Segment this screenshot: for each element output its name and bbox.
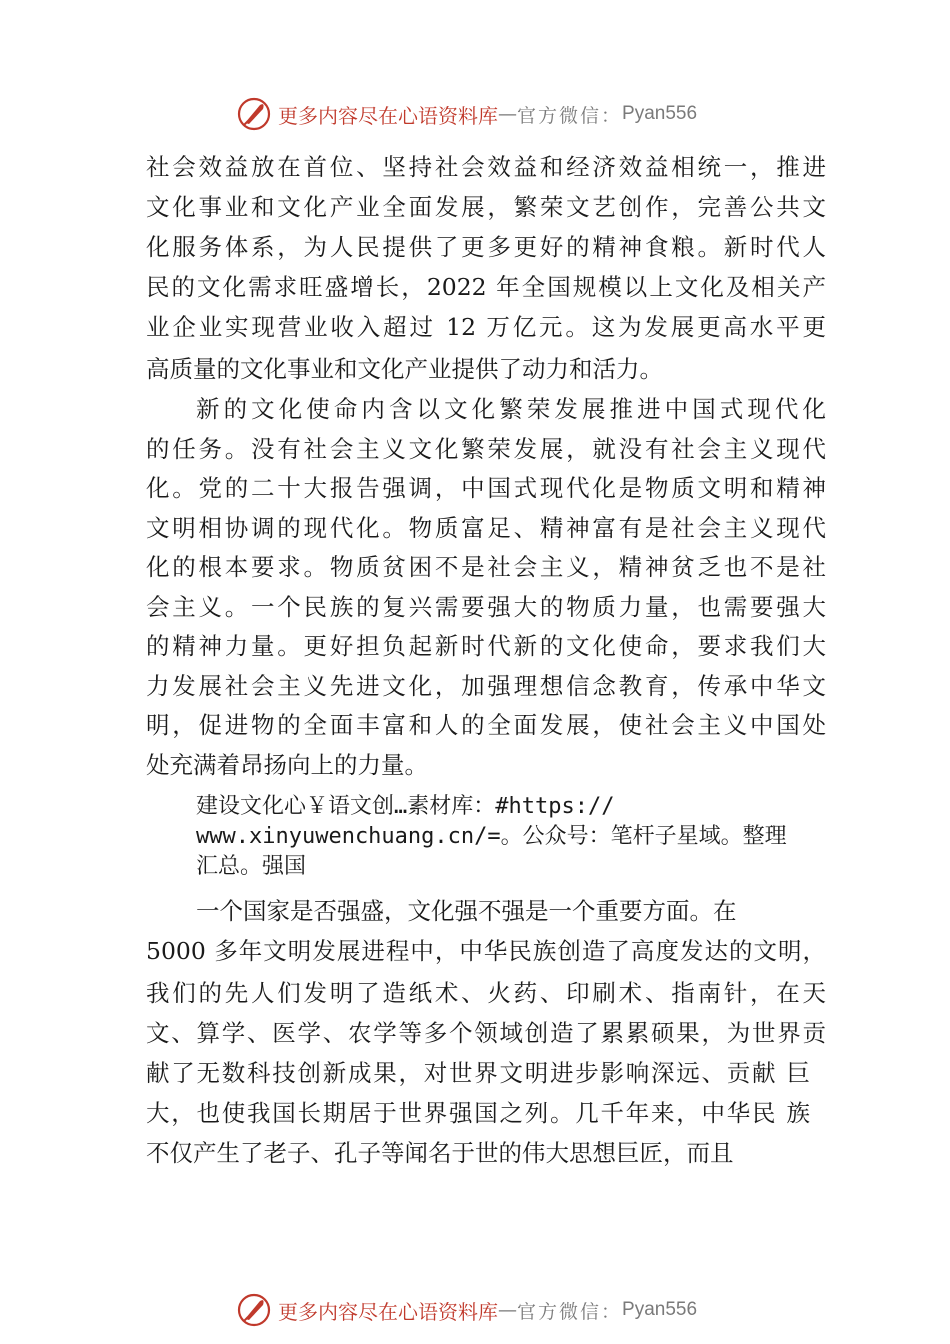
text-line: 的任务。没有社会主义文化繁荣发展，就没有社会主义现代 <box>146 435 826 463</box>
footer-banner <box>236 1292 697 1328</box>
text-line: 大，也使我国长期居于世界强国之列。几千年来，中华民 族 <box>146 1099 810 1127</box>
text-line: 处充满着昂扬向上的力量。 <box>146 751 428 779</box>
text-line: 的精神力量。更好担负起新时代新的文化使命，要求我们大 <box>146 632 826 660</box>
banner-dash: — <box>498 103 517 125</box>
text-line: 明，促进物的全面丰富和人的全面发展，使社会主义中国处 <box>146 711 826 739</box>
banner-wechat-id: Pyan556 <box>622 103 698 124</box>
text-line: 不仅产生了老子、孔子等闻名于世的伟大思想巨匠，而且 <box>146 1139 734 1167</box>
text-line: 一个国家是否强盛，文化强不强是一个重要方面。在 <box>196 897 737 925</box>
header-banner <box>236 96 697 132</box>
text-line: 化的根本要求。物质贫困不是社会主义，精神贫乏也不是社 <box>146 553 826 581</box>
text-line: 化服务体系，为人民提供了更多更好的精神食粮。新时代人 <box>146 233 826 261</box>
text-line: 文明相协调的现代化。物质富足、精神富有是社会主义现代 <box>146 514 826 542</box>
text-line: 5000 多年文明发展进程中，中华民族创造了高度发达的文明， <box>146 937 826 965</box>
text-line: 建设文化心￥语文创…素材库：#https:// <box>196 794 615 819</box>
banner-dash: — <box>498 1299 517 1321</box>
banner-wechat-label: 官方微信： <box>517 1300 623 1323</box>
banner-wechat-label: 官方微信： <box>517 104 623 127</box>
text-line: 化。党的二十大报告强调，中国式现代化是物质文明和精神 <box>146 474 826 502</box>
text-line: www.xinyuwenchuang.cn/=。公众号：笔杆子星域。整理 <box>196 824 787 849</box>
text-line: 业企业实现营业收入超过 12 万亿元。这为发展更高水平更 <box>146 313 826 341</box>
quill-logo-icon <box>236 1292 272 1328</box>
text-line: 会主义。一个民族的复兴需要强大的物质力量，也需要强大 <box>146 593 826 621</box>
banner-library-text: 更多内容尽在心语资料库 <box>278 103 498 128</box>
text-line: 高质量的文化事业和文化产业提供了动力和活力。 <box>146 355 663 383</box>
banner-wechat-id: Pyan556 <box>622 1299 698 1320</box>
quill-logo-icon <box>236 96 272 132</box>
text-line: 我们的先人们发明了造纸术、火药、印刷术、指南针，在天 <box>146 979 826 1007</box>
text-line: 新的文化使命内含以文化繁荣发展推进中国式现代化 <box>196 395 826 423</box>
text-line: 汇总。强国 <box>196 854 307 879</box>
text-line: 文、算学、医学、农学等多个领域创造了累累硕果，为世界贡 <box>146 1019 826 1047</box>
text-line: 献了无数科技创新成果，对世界文明进步影响深远、贡献 巨 <box>146 1059 810 1087</box>
text-line: 社会效益放在首位、坚持社会效益和经济效益相统一，推进 <box>146 153 826 181</box>
text-line: 力发展社会主义先进文化，加强理想信念教育，传承中华文 <box>146 672 826 700</box>
banner-library-text: 更多内容尽在心语资料库 <box>278 1299 498 1324</box>
text-line: 文化事业和文化产业全面发展，繁荣文艺创作，完善公共文 <box>146 193 826 221</box>
text-line: 民的文化需求旺盛增长，2022 年全国规模以上文化及相关产 <box>146 273 826 301</box>
